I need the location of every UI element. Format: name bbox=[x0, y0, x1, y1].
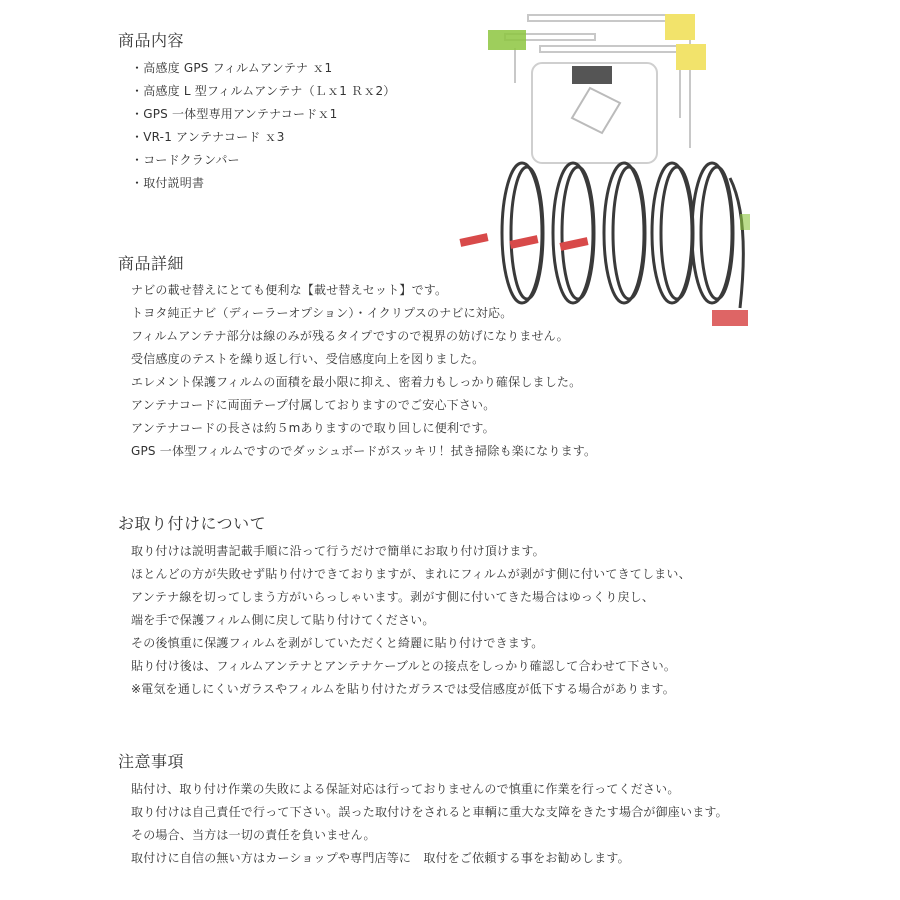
contents-item: ・高感度 GPS フィルムアンテナ ｘ1 bbox=[131, 61, 333, 75]
install-title: お取り付けについて bbox=[118, 514, 267, 533]
details-line: アンテナコードの長さは約５mありますので取り回しに便利です。 bbox=[131, 421, 495, 435]
caution-line: 貼付け、取り付け作業の失敗による保証対応は行っておりませんので慎重に作業を行ってください。 bbox=[131, 782, 680, 796]
details-line: 受信感度のテストを繰り返し行い、受信感度向上を図りました。 bbox=[131, 352, 485, 366]
gps-antenna-green bbox=[488, 30, 526, 50]
details-line: ナビの載せ替えにとても便利な【載せ替えセット】です。 bbox=[131, 283, 448, 297]
cable-coils bbox=[502, 163, 743, 308]
details-line: フィルムアンテナ部分は線のみが残るタイプですので視界の妨げになりません。 bbox=[131, 329, 569, 343]
antenna-element-yellow bbox=[665, 14, 695, 40]
contents-item: ・VR-1 アンテナコード ｘ3 bbox=[131, 130, 285, 144]
install-line: 端を手で保護フィルム側に戻して貼り付けてください。 bbox=[131, 613, 435, 627]
install-line: 取り付けは説明書記載手順に沿って行うだけで簡単にお取り付け頂けます。 bbox=[131, 544, 545, 558]
code-clamper bbox=[572, 66, 612, 84]
details-title: 商品詳細 bbox=[118, 254, 185, 273]
install-line: 貼り付け後は、フィルムアンテナとアンテナケーブルとの接点をしっかり確認して合わせて下さい。 bbox=[131, 659, 677, 673]
install-line: ほとんどの方が失敗せず貼り付けできておりますが、まれにフィルムが剥がす側に付いてきてしまい、 bbox=[131, 567, 691, 581]
contents-title: 商品内容 bbox=[118, 31, 185, 50]
details-line: トヨタ純正ナビ（ディーラーオプション）・イクリプスのナビに対応。 bbox=[131, 306, 513, 320]
install-line: その後慎重に保護フィルムを剥がしていただくと綺麗に貼り付けできます。 bbox=[131, 636, 544, 650]
caution-line: 取り付けは自己責任で行って下さい。誤った取付けをされると車輌に重大な支障をきたす場合が御座います。 bbox=[131, 805, 728, 819]
contents-item: ・コードクランパー bbox=[131, 153, 240, 167]
product-image bbox=[450, 8, 780, 338]
contents-item: ・取付説明書 bbox=[131, 176, 205, 190]
caution-line: 取付けに自信の無い方はカーショップや専門店等に 取付をご依頼する事をお勧めします。 bbox=[131, 851, 630, 865]
install-line: ※電気を通しにくいガラスやフィルムを貼り付けたガラスでは受信感度が低下する場合があります。 bbox=[131, 682, 675, 696]
caution-title: 注意事項 bbox=[118, 752, 185, 771]
contents-item: ・高感度 L 型フィルムアンテナ（Ｌｘ1 Ｒｘ2） bbox=[131, 84, 396, 98]
install-line: アンテナ線を切ってしまう方がいらっしゃいます。剥がす側に付いてきた場合はゆっくり戻し、 bbox=[131, 590, 655, 604]
contents-item: ・GPS 一体型専用アンテナコードｘ1 bbox=[131, 107, 338, 121]
details-line: エレメント保護フィルムの面積を最小限に抑え、密着力もしっかり確保しました。 bbox=[131, 375, 582, 389]
film-protector bbox=[572, 88, 620, 133]
details-line: アンテナコードに両面テープ付属しておりますのでご安心下さい。 bbox=[131, 398, 496, 412]
caution-line: その場合、当方は一切の責任を負いません。 bbox=[131, 828, 376, 842]
antenna-element-yellow bbox=[676, 44, 706, 70]
details-line: GPS 一体型フィルムですのでダッシュボードがスッキリ！拭き掃除も楽になります。 bbox=[131, 444, 597, 458]
